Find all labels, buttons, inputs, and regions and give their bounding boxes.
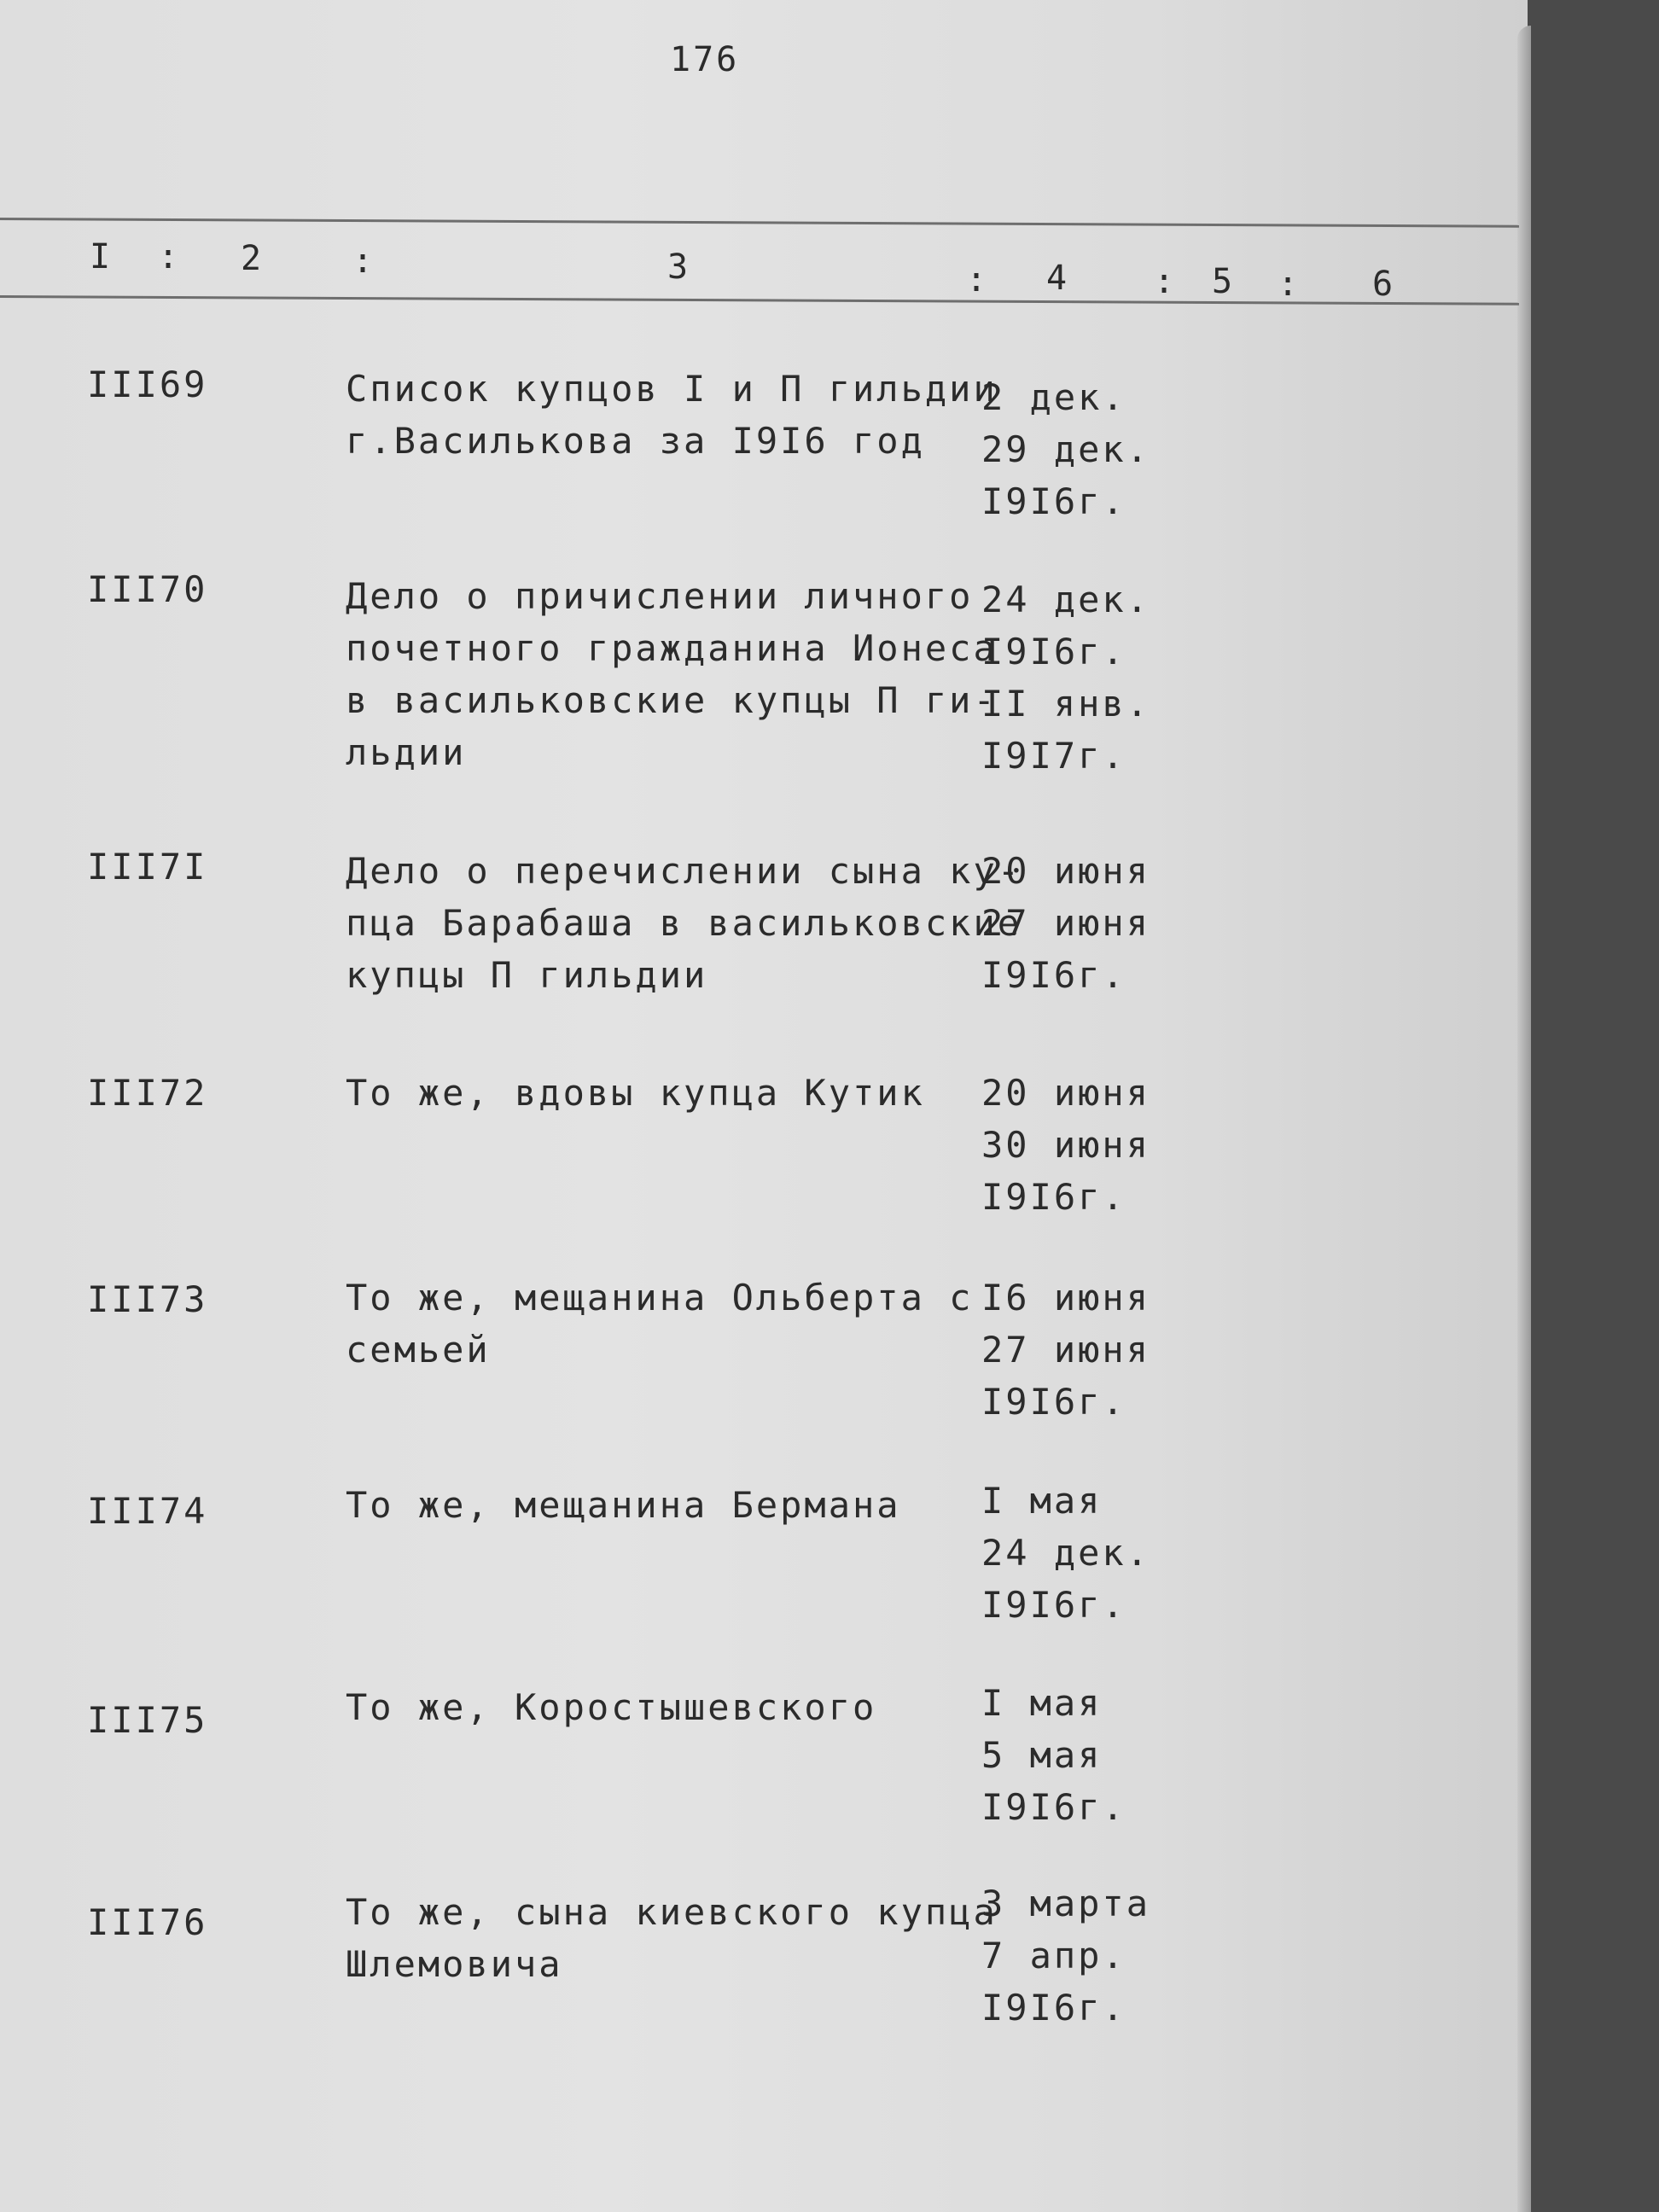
entry-dates: I6 июня 27 июня I9I6г.: [981, 1277, 1151, 1423]
column-header-5: 5: [1212, 262, 1235, 301]
entry-dates: 2 дек. 29 дек. I9I6г.: [981, 376, 1151, 522]
entry-number: III76: [87, 1901, 208, 1943]
column-header-3: 3: [667, 247, 690, 287]
column-header-separator: :: [352, 242, 375, 281]
entry-number: III7I: [87, 846, 208, 888]
entry-number: III70: [87, 568, 208, 610]
entry-dates: 20 июня 30 июня I9I6г.: [981, 1072, 1151, 1218]
column-header-2: 2: [241, 239, 264, 278]
entry-number: III69: [87, 364, 208, 405]
entry-number: III75: [87, 1699, 208, 1741]
column-header-separator: :: [158, 237, 181, 276]
entry-dates: 3 марта 7 апр. I9I6г.: [981, 1883, 1151, 2029]
entry-dates: I мая 24 дек. I9I6г.: [981, 1480, 1151, 1626]
entry-dates: I мая 5 мая I9I6г.: [981, 1682, 1126, 1828]
entry-title: Дело о перечислении сына ку- пца Барабаша в васильковские купцы П гильдии: [346, 850, 1022, 996]
column-header-4: 4: [1046, 259, 1069, 298]
column-header-separator: :: [1154, 262, 1177, 301]
entry-title: Дело о причислении личного почетного гражданина Ионеса в васильковские купцы П ги- льдии: [346, 575, 998, 773]
entry-title: То же, мещанина Бермана: [346, 1484, 901, 1526]
entry-dates: 24 дек. I9I6г. II янв. I9I7г.: [981, 579, 1151, 777]
column-header-1: I: [90, 237, 113, 276]
entry-title: Список купцов I и П гильдии г.Василькова за I9I6 год: [346, 368, 998, 462]
column-header-separator: :: [1278, 265, 1301, 304]
entry-number: III72: [87, 1072, 208, 1114]
page-number: 176: [670, 40, 740, 79]
entry-number: III73: [87, 1278, 208, 1320]
entry-dates: 20 июня 27 июня I9I6г.: [981, 850, 1151, 996]
entry-title: То же, вдовы купца Кутик: [346, 1072, 925, 1114]
entry-title: То же, Коростышевского: [346, 1686, 877, 1728]
entry-title: То же, мещанина Ольберта с семьей: [346, 1277, 974, 1371]
column-header-6: 6: [1372, 265, 1395, 304]
page-edge: [1517, 26, 1531, 2212]
entry-number: III74: [87, 1490, 208, 1532]
entry-title: То же, сына киевского купца Шлемовича: [346, 1891, 998, 1985]
header-rule-top: [0, 218, 1519, 228]
column-header-separator: :: [966, 260, 989, 300]
